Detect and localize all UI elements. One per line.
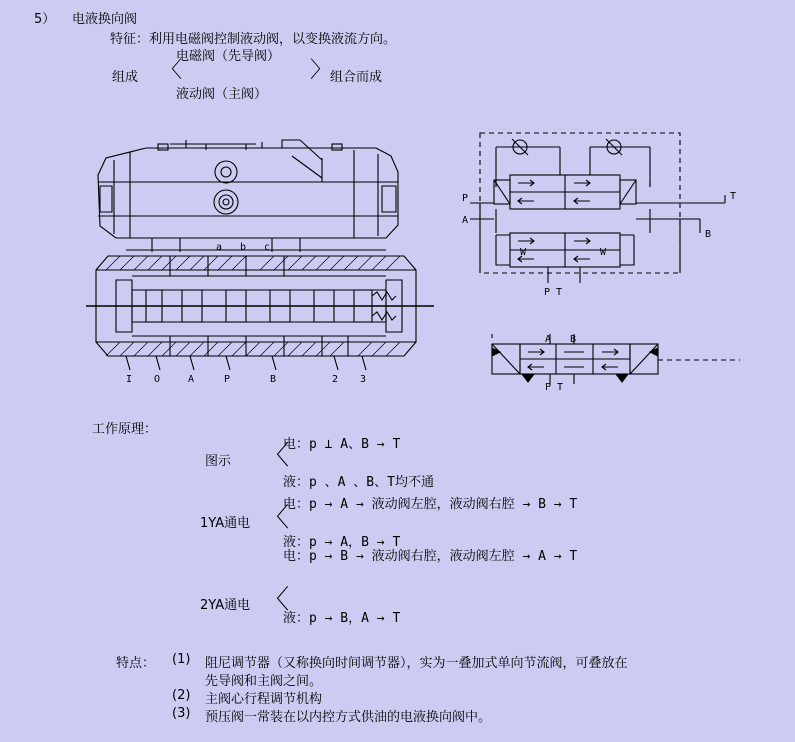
label-a: a (216, 242, 223, 253)
case-brace-tushi: 〈 (263, 441, 290, 471)
component-main-valve: 液动阀（主阀） (176, 87, 268, 102)
point-2-number: (2) (172, 688, 191, 703)
label-b: b (240, 242, 247, 253)
case-line-electric-1ya: 电：p → A → 液动阀左腔，液动阀右腔 → B → T (283, 497, 578, 512)
case-name-2ya: 2YA通电 (200, 598, 251, 613)
section-view-figure (86, 130, 436, 390)
compose-brace-open: 〈 (160, 58, 183, 83)
component-pilot-valve: 电磁阀（先导阀） (176, 49, 281, 64)
label-PT: P T (544, 287, 563, 298)
point-1-number: (1) (172, 652, 191, 667)
point-2-text: 主阀心行程调节机构 (205, 692, 323, 707)
case-line-electric-2ya: 电：p → B → 液动阀右腔，液动阀左腔 → A → T (283, 549, 578, 564)
label-W-right: W (600, 247, 607, 258)
label-A: A (188, 374, 195, 385)
point-3-number: (3) (172, 706, 191, 721)
label-I: I (126, 374, 133, 385)
compose-tail: 组合而成 (330, 70, 383, 85)
label-T: T (730, 191, 737, 202)
compose-label: 组成 (112, 70, 139, 85)
label-P: P (462, 193, 469, 204)
label-O: O (154, 374, 161, 385)
detailed-schematic-figure (460, 125, 760, 300)
page-title: 电液换向阀 (72, 12, 138, 27)
label-PT: P T (545, 382, 564, 390)
compose-brace-close: 〉 (310, 58, 333, 83)
case-brace-1ya: 〈 (263, 503, 290, 533)
label-c: c (264, 242, 271, 253)
case-name-1ya: 1YA通电 (200, 516, 251, 531)
case-line-hydraulic-2ya: 液：p → B，A → T (283, 611, 401, 626)
label-B: B (705, 229, 712, 240)
points-label: 特点： (116, 656, 156, 671)
label-A: A (545, 334, 552, 345)
label-P: P (224, 374, 231, 385)
point-3-text: 预压阀一常装在以内控方式供油的电液换向阀中。 (205, 710, 492, 725)
case-name-tushi: 图示 (205, 454, 232, 469)
case-line-hydraulic-1ya: 液：p → A，B → T (283, 535, 401, 550)
label-A: A (462, 215, 469, 226)
simple-schematic-figure (490, 330, 760, 390)
label-B: B (570, 334, 577, 345)
case-line-hydraulic-tushi: 液：p 、A 、B、T均不通 (283, 475, 434, 490)
section-number: 5） (34, 12, 56, 27)
point-1-text: 阻尼调节器（又称换向时间调节器），实为一叠加式单向节流阀，可叠放在 (205, 656, 628, 671)
case-brace-2ya: 〈 (263, 585, 290, 615)
principle-label: 工作原理： (92, 422, 158, 437)
case-line-electric-tushi: 电：p ⊥ A、B → T (283, 437, 401, 452)
feature-line: 特征：利用电磁阀控制液动阀，以变换液流方向。 (110, 32, 397, 47)
point-1-text-cont: 先导阀和主阀之间。 (205, 674, 323, 689)
label-3: 3 (360, 374, 367, 385)
label-B: B (270, 374, 277, 385)
label-2: 2 (332, 374, 339, 385)
label-W-left: W (520, 247, 527, 258)
